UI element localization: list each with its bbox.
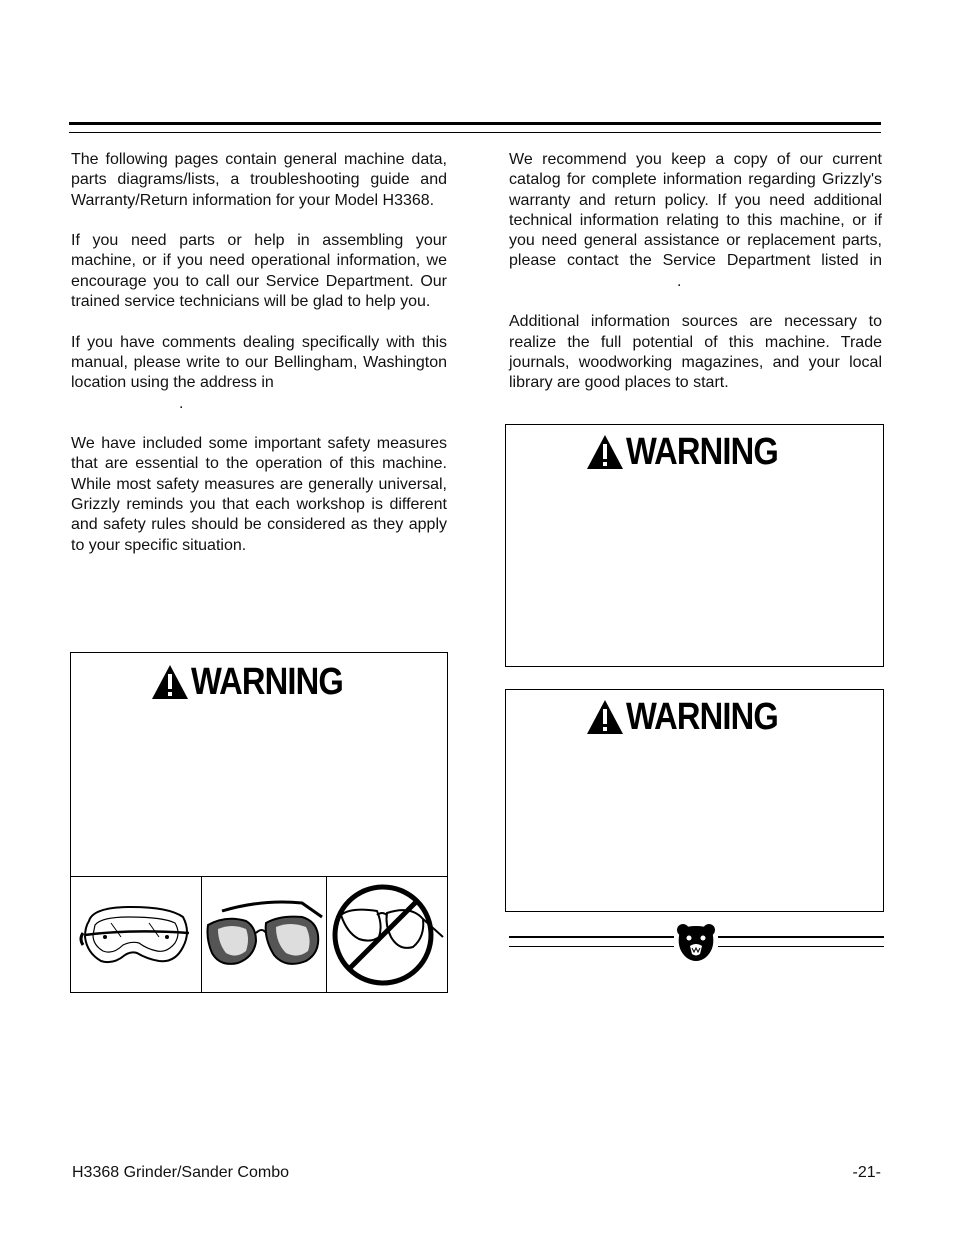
warning-label: WARNING — [190, 660, 343, 703]
catalog-paragraph — [509, 150, 882, 292]
comments-text: If you have comments dealing specifically with this manual, please write to our Bellingham, Washington location using the address in — [71, 333, 447, 392]
service-paragraph: If you need parts or help in assembling your machine, or if you need operational information, we encourage you to call our Service Department. Our trained service technicians will be glad to help you. — [71, 232, 447, 311]
header-rule — [69, 122, 881, 125]
comments-paragraph — [71, 333, 447, 414]
safety-glasses-icon — [202, 877, 326, 989]
catalog-end: . — [677, 272, 682, 290]
intro-paragraph: The following pages contain general machine data, parts diagrams/lists, a troubleshooting guide and Warranty/Return information for your Model H3368. — [71, 151, 447, 209]
warning-header — [506, 429, 883, 475]
warning-triangle-icon — [586, 434, 624, 470]
grizzly-bear-icon — [675, 922, 717, 964]
divider-rule-left-bottom — [509, 946, 674, 947]
divider-rule-left-top — [509, 936, 674, 938]
catalog-text: We recommend you keep a copy of our current catalog for complete information regarding Grizzly's warranty and return policy. If you need additional technical information relating to this machine, or if you need general assistance or replacement parts, please contact the Service Department listed in — [509, 151, 882, 270]
no-glasses-cell — [327, 877, 447, 992]
comments-end: . — [179, 394, 184, 412]
safety-goggles-icon — [71, 877, 199, 989]
safety-paragraph: We have included some important safety measures that are essential to the operation of this machine. While most safety measures are generally universal, Grizzly reminds you that each workshop is different and safety rules should be considered as they apply to your specific situation. — [71, 435, 447, 554]
warning-box-right-top — [505, 424, 884, 667]
warning-box-right-bottom — [505, 689, 884, 912]
footer-title: H3368 Grinder/Sander Combo — [72, 1164, 290, 1181]
divider-rule-right-top — [718, 936, 884, 938]
no-eyeglasses-icon — [327, 877, 445, 989]
warning-triangle-icon — [586, 699, 624, 735]
resources-paragraph: Additional information sources are necessary to realize the full potential of this machine. Trade journals, woodworking magazines, and your local library are good places to start. — [509, 313, 882, 392]
eyewear-row — [71, 876, 447, 992]
page-number: -21- — [852, 1164, 881, 1181]
warning-header — [71, 659, 447, 705]
warning-box-eye-protection — [70, 652, 448, 993]
glasses-cell — [202, 877, 327, 992]
warning-label: WARNING — [626, 430, 779, 473]
warning-header — [506, 694, 883, 740]
left-column — [71, 150, 447, 576]
goggles-cell — [71, 877, 202, 992]
right-column — [509, 150, 882, 414]
warning-label: WARNING — [626, 695, 779, 738]
divider-rule-right-bottom — [718, 946, 884, 947]
header-rule-thin — [69, 132, 881, 133]
warning-triangle-icon — [151, 664, 189, 700]
